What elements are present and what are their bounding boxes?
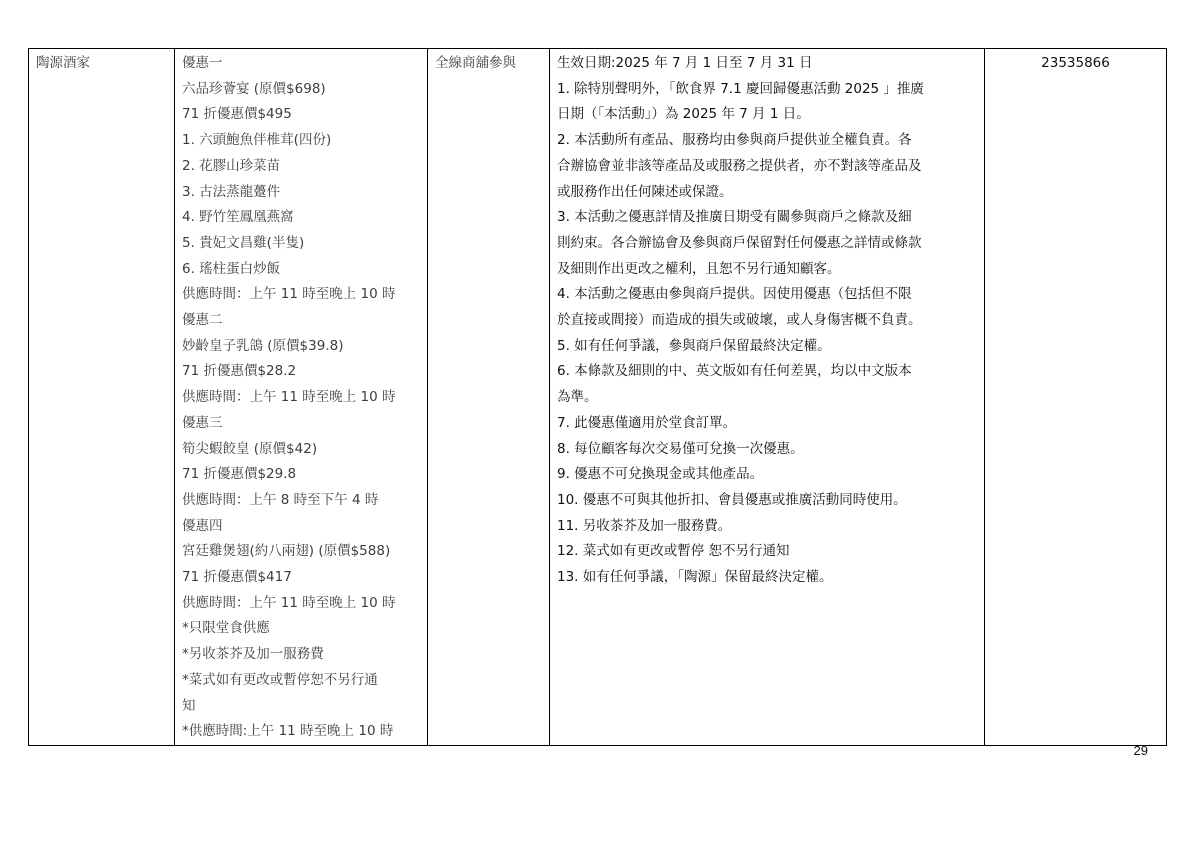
offer-line: 2. 花膠山珍菜苗 (182, 157, 281, 174)
terms-line: 6. 本條款及細則的中、英文版如有任何差異，均以中文版本 (557, 363, 912, 380)
offer-line: *供應時間:上午 11 時至晚上 10 時 (182, 723, 394, 740)
terms-line: 8. 每位顧客每次交易僅可兌換一次優惠。 (557, 440, 804, 457)
offer-line: 6. 瑤柱蛋白炒飯 (182, 260, 281, 277)
offer-line: 優惠一 (182, 55, 223, 71)
offer-table (28, 48, 1167, 746)
terms-line: 1. 除特別聲明外，「飲食界 7.1 慶回歸優惠活動 2025 」推廣 (557, 80, 924, 97)
terms-line: 13. 如有任何爭議，「陶源」保留最終決定權。 (557, 569, 833, 586)
terms-line: 合辦協會並非該等產品及或服務之提供者，亦不對該等產品及 (557, 157, 922, 174)
terms-line: 2. 本活動所有產品、服務均由參與商戶提供並全權負責。各 (557, 132, 912, 149)
offer-line: *另收茶芥及加一服務費 (182, 646, 324, 663)
terms-line: 5. 如有任何爭議，參與商戶保留最終決定權。 (557, 337, 831, 354)
offer-line: 供應時間：上午 11 時至晚上 10 時 (182, 286, 396, 303)
phone-cell (985, 49, 1167, 746)
phone-number: 23535866 (1041, 55, 1110, 71)
offer-line: *只限堂食供應 (182, 620, 270, 637)
page-number: 29 (1133, 743, 1148, 758)
offer-line: 供應時間：上午 11 時至晚上 10 時 (182, 389, 396, 406)
offer-line: 六品珍薈宴 (原價$698) (182, 80, 326, 97)
offer-line: 供應時間：上午 11 時至晚上 10 時 (182, 594, 396, 611)
offer-line: 筍尖蝦餃皇 (原價$42) (182, 440, 318, 457)
terms-line: 7. 此優惠僅適用於堂食訂單。 (557, 414, 737, 431)
offer-line: 妙齡皇子乳鴿 (原價$39.8) (182, 337, 344, 354)
terms-line: 11. 另收茶芥及加一服務費。 (557, 517, 732, 534)
table-row (29, 49, 1167, 746)
offer-line: 優惠四 (182, 517, 223, 534)
offer-line: 供應時間：上午 8 時至下午 4 時 (182, 491, 379, 508)
terms-cell (550, 49, 985, 746)
terms-line: 及細則作出更改之權利，且恕不另行通知顧客。 (557, 260, 841, 277)
offer-line: 71 折優惠價$28.2 (182, 363, 297, 380)
terms-line: 則約束。各合辦協會及參與商戶保留對任何優惠之詳情或條款 (557, 234, 922, 251)
offer-line: *菜式如有更改或暫停恕不另行通 (182, 671, 378, 688)
participation-cell (428, 49, 550, 746)
merchant-cell (29, 49, 175, 746)
participation-text: 全線商舖參與 (435, 55, 516, 71)
terms-line: 或服務作出任何陳述或保證。 (557, 183, 733, 200)
offer-line: 4. 野竹笙鳳凰燕窩 (182, 209, 294, 226)
terms-line: 為準。 (557, 389, 598, 406)
offer-line: 宮廷雞煲翅(約八兩翅) (原價$588) (182, 543, 391, 560)
terms-line: 9. 優惠不可兌換現金或其他產品。 (557, 466, 764, 483)
offer-line: 71 折優惠價$29.8 (182, 466, 297, 483)
terms-line: 於直接或間接）而造成的損失或破壞，或人身傷害概不負責。 (557, 312, 922, 329)
offer-line: 71 折優惠價$417 (182, 569, 292, 586)
terms-line: 4. 本活動之優惠由參與商戶提供。因使用優惠（包括但不限 (557, 286, 912, 303)
offer-line: 71 折優惠價$495 (182, 106, 292, 123)
terms-line: 生效日期:2025 年 7 月 1 日至 7 月 31 日 (557, 55, 813, 71)
terms-line: 12. 菜式如有更改或暫停 恕不另行通知 (557, 543, 790, 560)
offer-line: 5. 貴妃文昌雞(半隻) (182, 234, 305, 251)
offer-line: 1. 六頭鮑魚伴椎茸(四份) (182, 132, 332, 149)
merchant-name: 陶源酒家 (36, 55, 90, 71)
terms-line: 10. 優惠不可與其他折扣、會員優惠或推廣活動同時使用。 (557, 491, 907, 508)
offer-line: 知 (182, 697, 196, 714)
offer-line: 優惠二 (182, 312, 223, 329)
offer-line: 3. 古法蒸龍躉件 (182, 183, 281, 200)
terms-line: 3. 本活動之優惠詳情及推廣日期受有關參與商戶之條款及細 (557, 209, 912, 226)
offers-cell (175, 49, 428, 746)
terms-line: 日期（「本活動」）為 2025 年 7 月 1 日。 (557, 106, 810, 123)
offer-line: 優惠三 (182, 414, 223, 431)
